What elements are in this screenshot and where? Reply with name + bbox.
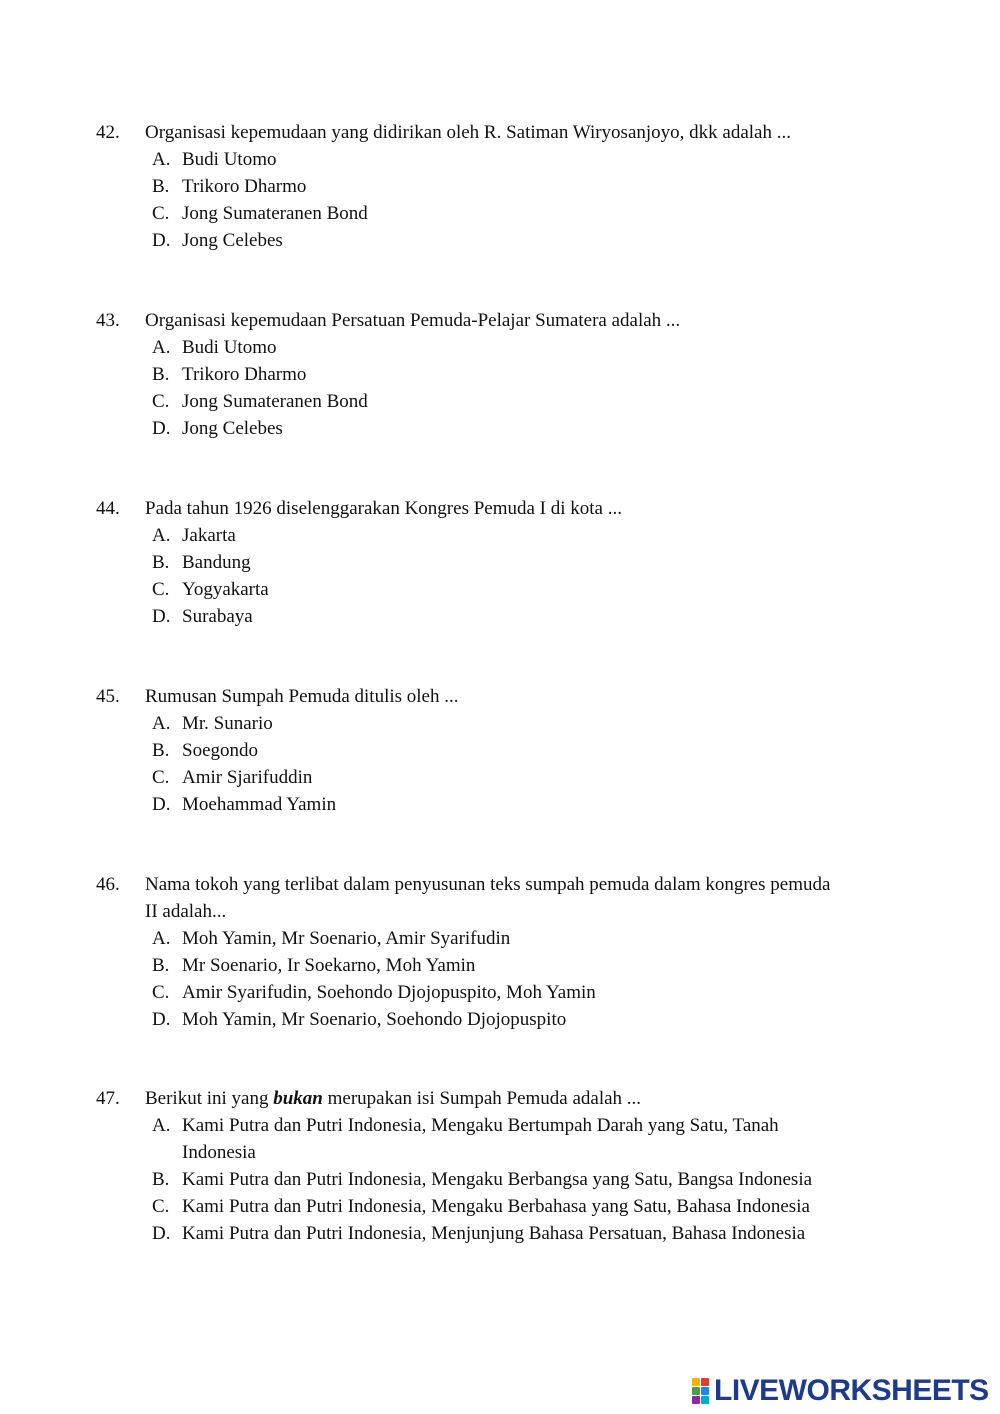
option-d[interactable] — [0, 791, 1000, 818]
question-number: 47. — [96, 1088, 120, 1109]
liveworksheets-logo — [692, 1374, 989, 1408]
option-d[interactable] — [0, 603, 1000, 630]
question-stem — [0, 119, 1000, 146]
question-stem — [0, 307, 1000, 334]
option-b[interactable] — [0, 737, 1000, 764]
option-c[interactable] — [0, 1193, 1000, 1220]
option-text: Jong Celebes — [182, 230, 283, 251]
option-text: Jakarta — [182, 525, 236, 546]
options-list — [0, 522, 1000, 630]
option-letter: C. — [152, 391, 170, 412]
option-letter: A. — [152, 1115, 171, 1136]
question-text-before: Berikut ini yang — [145, 1088, 274, 1109]
option-c[interactable] — [0, 576, 1000, 603]
option-b[interactable] — [0, 173, 1000, 200]
option-d[interactable] — [0, 415, 1000, 442]
option-letter: D. — [152, 794, 171, 815]
logo-tile-1 — [692, 1378, 700, 1386]
question-stem — [0, 683, 1000, 710]
option-c[interactable] — [0, 200, 1000, 227]
question-number: 42. — [96, 122, 120, 143]
option-letter: D. — [152, 418, 171, 439]
liveworksheets-icon — [692, 1378, 709, 1404]
option-letter: B. — [152, 740, 170, 761]
question-text-line-1: Nama tokoh yang terlibat dalam penyusunan teks sumpah pemuda dalam kongres pemuda — [145, 874, 831, 895]
option-text: Moehammad Yamin — [182, 794, 337, 815]
question-45 — [0, 683, 1000, 818]
option-text: Jong Sumateranen Bond — [182, 203, 368, 224]
option-text-line-2: Indonesia — [182, 1142, 256, 1163]
option-b[interactable] — [0, 549, 1000, 576]
option-letter: B. — [152, 176, 170, 197]
liveworksheets-wordmark: LIVEWORKSHEETS — [714, 1374, 989, 1407]
question-stem — [0, 871, 1000, 898]
question-46 — [0, 871, 1000, 1033]
question-42 — [0, 119, 1000, 254]
question-text — [145, 1085, 641, 1112]
option-b[interactable] — [0, 952, 1000, 979]
options-list — [0, 925, 1000, 1033]
option-letter: D. — [152, 1223, 171, 1244]
logo-tile-4 — [701, 1387, 709, 1395]
options-list — [0, 1112, 1000, 1247]
question-43 — [0, 307, 1000, 442]
option-text: Bandung — [182, 552, 251, 573]
question-47 — [0, 1085, 1000, 1247]
option-letter: C. — [152, 982, 170, 1003]
question-stem — [0, 1085, 1000, 1112]
option-letter: C. — [152, 203, 170, 224]
option-letter: D. — [152, 230, 171, 251]
option-text: Mr. Sunario — [182, 713, 273, 734]
option-b[interactable] — [0, 1166, 1000, 1193]
logo-tile-3 — [692, 1387, 700, 1395]
options-list — [0, 146, 1000, 254]
option-text: Budi Utomo — [182, 337, 277, 358]
option-letter: B. — [152, 955, 170, 976]
question-number: 44. — [96, 498, 120, 519]
options-list — [0, 334, 1000, 442]
option-a[interactable] — [0, 334, 1000, 361]
option-text: Soegondo — [182, 740, 258, 761]
question-text-after: merupakan isi Sumpah Pemuda adalah ... — [322, 1088, 642, 1109]
option-a[interactable] — [0, 146, 1000, 173]
option-letter: D. — [152, 606, 171, 627]
question-stem — [0, 495, 1000, 522]
option-letter: A. — [152, 525, 171, 546]
option-d[interactable] — [0, 1006, 1000, 1033]
option-letter: B. — [152, 364, 170, 385]
options-list — [0, 710, 1000, 818]
option-text: Moh Yamin, Mr Soenario, Soehondo Djojopuspito — [182, 1009, 567, 1030]
option-text: Moh Yamin, Mr Soenario, Amir Syarifudin — [182, 928, 511, 949]
option-text: Kami Putra dan Putri Indonesia, Mengaku Berbahasa yang Satu, Bahasa Indonesia — [182, 1196, 810, 1217]
option-letter: A. — [152, 337, 171, 358]
option-c[interactable] — [0, 979, 1000, 1006]
option-text: Trikoro Dharmo — [182, 176, 307, 197]
option-text: Kami Putra dan Putri Indonesia, Mengaku Berbangsa yang Satu, Bangsa Indonesia — [182, 1169, 813, 1190]
option-c[interactable] — [0, 764, 1000, 791]
option-d[interactable] — [0, 1220, 1000, 1247]
option-text: Yogyakarta — [182, 579, 269, 600]
option-b[interactable] — [0, 361, 1000, 388]
question-text-line-2: II adalah... — [145, 901, 227, 922]
option-a[interactable] — [0, 925, 1000, 952]
option-text: Budi Utomo — [182, 149, 277, 170]
option-a-continued[interactable] — [0, 1139, 1000, 1166]
option-text: Jong Celebes — [182, 418, 283, 439]
question-44 — [0, 495, 1000, 630]
question-text: Rumusan Sumpah Pemuda ditulis oleh ... — [145, 686, 459, 707]
option-letter: A. — [152, 713, 171, 734]
question-stem-continued — [0, 898, 1000, 925]
option-a[interactable] — [0, 1112, 1000, 1139]
question-number: 45. — [96, 686, 120, 707]
option-letter: C. — [152, 1196, 170, 1217]
option-letter: A. — [152, 149, 171, 170]
option-text: Amir Syarifudin, Soehondo Djojopuspito, Moh Yamin — [182, 982, 596, 1003]
option-text: Trikoro Dharmo — [182, 364, 307, 385]
option-a[interactable] — [0, 522, 1000, 549]
option-letter: A. — [152, 928, 171, 949]
question-text-emphasis: bukan — [273, 1088, 323, 1109]
option-letter: B. — [152, 552, 170, 573]
option-text: Surabaya — [182, 606, 253, 627]
option-text-line-1: Kami Putra dan Putri Indonesia, Mengaku Bertumpah Darah yang Satu, Tanah — [182, 1115, 779, 1136]
question-number: 46. — [96, 874, 120, 895]
question-number: 43. — [96, 310, 120, 331]
option-letter: C. — [152, 579, 170, 600]
logo-tile-6 — [701, 1396, 709, 1404]
question-text: Pada tahun 1926 diselenggarakan Kongres Pemuda I di kota ... — [145, 498, 622, 519]
logo-tile-2 — [701, 1378, 709, 1386]
logo-tile-5 — [692, 1396, 700, 1404]
question-text: Organisasi kepemudaan Persatuan Pemuda-Pelajar Sumatera adalah ... — [145, 310, 681, 331]
option-letter: D. — [152, 1009, 171, 1030]
option-a[interactable] — [0, 710, 1000, 737]
option-d[interactable] — [0, 227, 1000, 254]
option-letter: B. — [152, 1169, 170, 1190]
question-text: Organisasi kepemudaan yang didirikan oleh R. Satiman Wiryosanjoyo, dkk adalah ... — [145, 122, 791, 143]
option-text: Amir Sjarifuddin — [182, 767, 313, 788]
option-c[interactable] — [0, 388, 1000, 415]
option-text: Mr Soenario, Ir Soekarno, Moh Yamin — [182, 955, 476, 976]
option-text: Jong Sumateranen Bond — [182, 391, 368, 412]
option-text: Kami Putra dan Putri Indonesia, Menjunjung Bahasa Persatuan, Bahasa Indonesia — [182, 1223, 806, 1244]
option-letter: C. — [152, 767, 170, 788]
